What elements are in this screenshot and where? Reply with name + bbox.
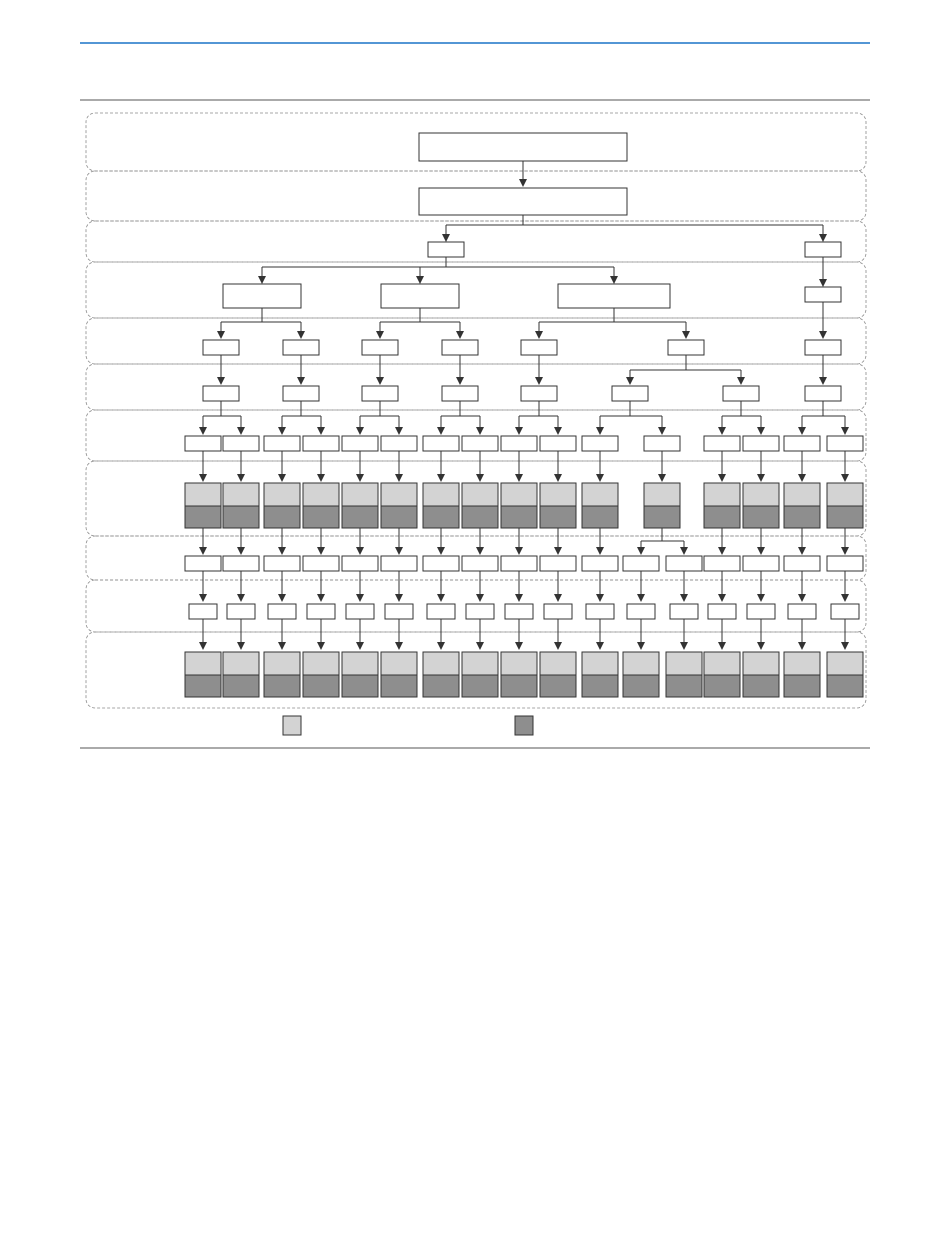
- leaf-node-top: [462, 483, 498, 506]
- bottom-leaf-node-bottom: [223, 675, 259, 697]
- leaf-node-bottom: [342, 506, 378, 528]
- leaf-node-bottom: [303, 506, 339, 528]
- level7-node: [342, 436, 378, 451]
- bottom-leaf-node-bottom: [827, 675, 863, 697]
- level10-node: [627, 604, 655, 619]
- level-band: [86, 221, 866, 262]
- leaf-node-bottom: [582, 506, 618, 528]
- level10-node: [586, 604, 614, 619]
- bottom-leaf-node-top: [501, 652, 537, 675]
- level9-node: [501, 556, 537, 571]
- level7-node: [381, 436, 417, 451]
- legend-swatch-dark: [515, 716, 533, 735]
- connectors: [203, 161, 845, 649]
- bottom-leaf-node-bottom: [540, 675, 576, 697]
- level7-node: [582, 436, 618, 451]
- bottom-leaf-node-bottom: [342, 675, 378, 697]
- leaf-node-top: [582, 483, 618, 506]
- level10-node: [346, 604, 374, 619]
- bottom-leaf-node-bottom: [623, 675, 659, 697]
- leaf-node-top: [423, 483, 459, 506]
- leaf-node-top: [704, 483, 740, 506]
- bottom-leaf-node-bottom: [381, 675, 417, 697]
- bottom-leaf-node-top: [704, 652, 740, 675]
- level7-node: [264, 436, 300, 451]
- level10-node: [831, 604, 859, 619]
- bottom-leaf-node-bottom: [784, 675, 820, 697]
- bottom-leaf-node-bottom: [462, 675, 498, 697]
- leaf-node-bottom: [784, 506, 820, 528]
- bottom-leaf-node-top: [743, 652, 779, 675]
- level10-node: [227, 604, 255, 619]
- leaf-node-top: [342, 483, 378, 506]
- level4-node: [558, 284, 670, 308]
- leaf-node-bottom: [704, 506, 740, 528]
- level7-node: [185, 436, 221, 451]
- level10-node: [189, 604, 217, 619]
- level6-node: [521, 386, 557, 401]
- bottom-leaf-node-bottom: [666, 675, 702, 697]
- level5-node: [442, 340, 478, 355]
- level7-node: [644, 436, 680, 451]
- root-node: [419, 133, 627, 161]
- bottom-leaf-node-bottom: [303, 675, 339, 697]
- level9-node: [784, 556, 820, 571]
- legend: [283, 716, 533, 735]
- bottom-leaf-node-bottom: [704, 675, 740, 697]
- level10-node: [385, 604, 413, 619]
- level6-node: [723, 386, 759, 401]
- level7-node: [704, 436, 740, 451]
- level5-node: [805, 340, 841, 355]
- level9-node: [423, 556, 459, 571]
- level5-node: [283, 340, 319, 355]
- bottom-leaf-node-top: [462, 652, 498, 675]
- bottom-leaf-node-bottom: [501, 675, 537, 697]
- leaf-node-bottom: [381, 506, 417, 528]
- level10-node: [788, 604, 816, 619]
- level10-node: [708, 604, 736, 619]
- bottom-leaf-node-top: [423, 652, 459, 675]
- level6-node: [362, 386, 398, 401]
- bottom-leaf-node-top: [540, 652, 576, 675]
- leaf-node-bottom: [827, 506, 863, 528]
- level5-node: [668, 340, 704, 355]
- leaf-node-top: [501, 483, 537, 506]
- second-node: [419, 188, 627, 215]
- level10-node: [544, 604, 572, 619]
- bottom-leaf-node-bottom: [423, 675, 459, 697]
- level7-node: [303, 436, 339, 451]
- level7-node: [501, 436, 537, 451]
- bottom-leaf-node-bottom: [185, 675, 221, 697]
- level7-node: [462, 436, 498, 451]
- level9-node: [827, 556, 863, 571]
- level10-node: [670, 604, 698, 619]
- level9-node: [342, 556, 378, 571]
- level10-node: [268, 604, 296, 619]
- level9-node: [303, 556, 339, 571]
- leaf-node-bottom: [185, 506, 221, 528]
- level9-node: [623, 556, 659, 571]
- level4-node: [805, 287, 841, 302]
- leaf-node-top: [784, 483, 820, 506]
- level9-node: [381, 556, 417, 571]
- legend-swatch-light: [283, 716, 301, 735]
- leaf-node-top: [743, 483, 779, 506]
- level10-node: [466, 604, 494, 619]
- level4-node: [223, 284, 301, 308]
- level9-node: [582, 556, 618, 571]
- bottom-leaf-node-bottom: [264, 675, 300, 697]
- bottom-leaf-node-top: [784, 652, 820, 675]
- level6-node: [442, 386, 478, 401]
- bottom-leaf-node-top: [303, 652, 339, 675]
- level6-node: [612, 386, 648, 401]
- level7-node: [540, 436, 576, 451]
- level5-node: [521, 340, 557, 355]
- leaf-node-top: [303, 483, 339, 506]
- bottom-leaf-node-top: [381, 652, 417, 675]
- leaf-node-bottom: [501, 506, 537, 528]
- bottom-leaf-node-bottom: [743, 675, 779, 697]
- level9-node: [666, 556, 702, 571]
- bottom-leaf-node-top: [342, 652, 378, 675]
- leaf-node-top: [644, 483, 680, 506]
- level10-node: [307, 604, 335, 619]
- level6-node: [203, 386, 239, 401]
- level6-node: [805, 386, 841, 401]
- leaf-node-top: [827, 483, 863, 506]
- leaf-node-bottom: [423, 506, 459, 528]
- bottom-leaf-node-bottom: [582, 675, 618, 697]
- bottom-leaf-node-top: [623, 652, 659, 675]
- leaf-node-top: [381, 483, 417, 506]
- level9-node: [704, 556, 740, 571]
- bottom-leaf-node-top: [827, 652, 863, 675]
- level-band: [86, 262, 866, 318]
- nodes: [185, 133, 863, 697]
- leaf-node-top: [185, 483, 221, 506]
- level10-node: [505, 604, 533, 619]
- leaf-node-top: [223, 483, 259, 506]
- bottom-leaf-node-top: [223, 652, 259, 675]
- level5-node: [362, 340, 398, 355]
- leaf-node-top: [264, 483, 300, 506]
- leaf-node-top: [540, 483, 576, 506]
- level9-node: [264, 556, 300, 571]
- level9-node: [223, 556, 259, 571]
- level3-node: [428, 242, 464, 257]
- level6-node: [283, 386, 319, 401]
- level7-node: [423, 436, 459, 451]
- level9-node: [185, 556, 221, 571]
- leaf-node-bottom: [462, 506, 498, 528]
- leaf-node-bottom: [540, 506, 576, 528]
- bottom-leaf-node-top: [185, 652, 221, 675]
- bottom-leaf-node-top: [582, 652, 618, 675]
- level3-node: [805, 242, 841, 257]
- level9-node: [743, 556, 779, 571]
- level10-node: [427, 604, 455, 619]
- level5-node: [203, 340, 239, 355]
- leaf-node-bottom: [264, 506, 300, 528]
- level7-node: [784, 436, 820, 451]
- level9-node: [540, 556, 576, 571]
- level7-node: [827, 436, 863, 451]
- level4-node: [381, 284, 459, 308]
- leaf-node-bottom: [644, 506, 680, 528]
- bottom-leaf-node-top: [666, 652, 702, 675]
- level9-node: [462, 556, 498, 571]
- level7-node: [223, 436, 259, 451]
- leaf-node-bottom: [223, 506, 259, 528]
- level7-node: [743, 436, 779, 451]
- level10-node: [747, 604, 775, 619]
- bottom-leaf-node-top: [264, 652, 300, 675]
- leaf-node-bottom: [743, 506, 779, 528]
